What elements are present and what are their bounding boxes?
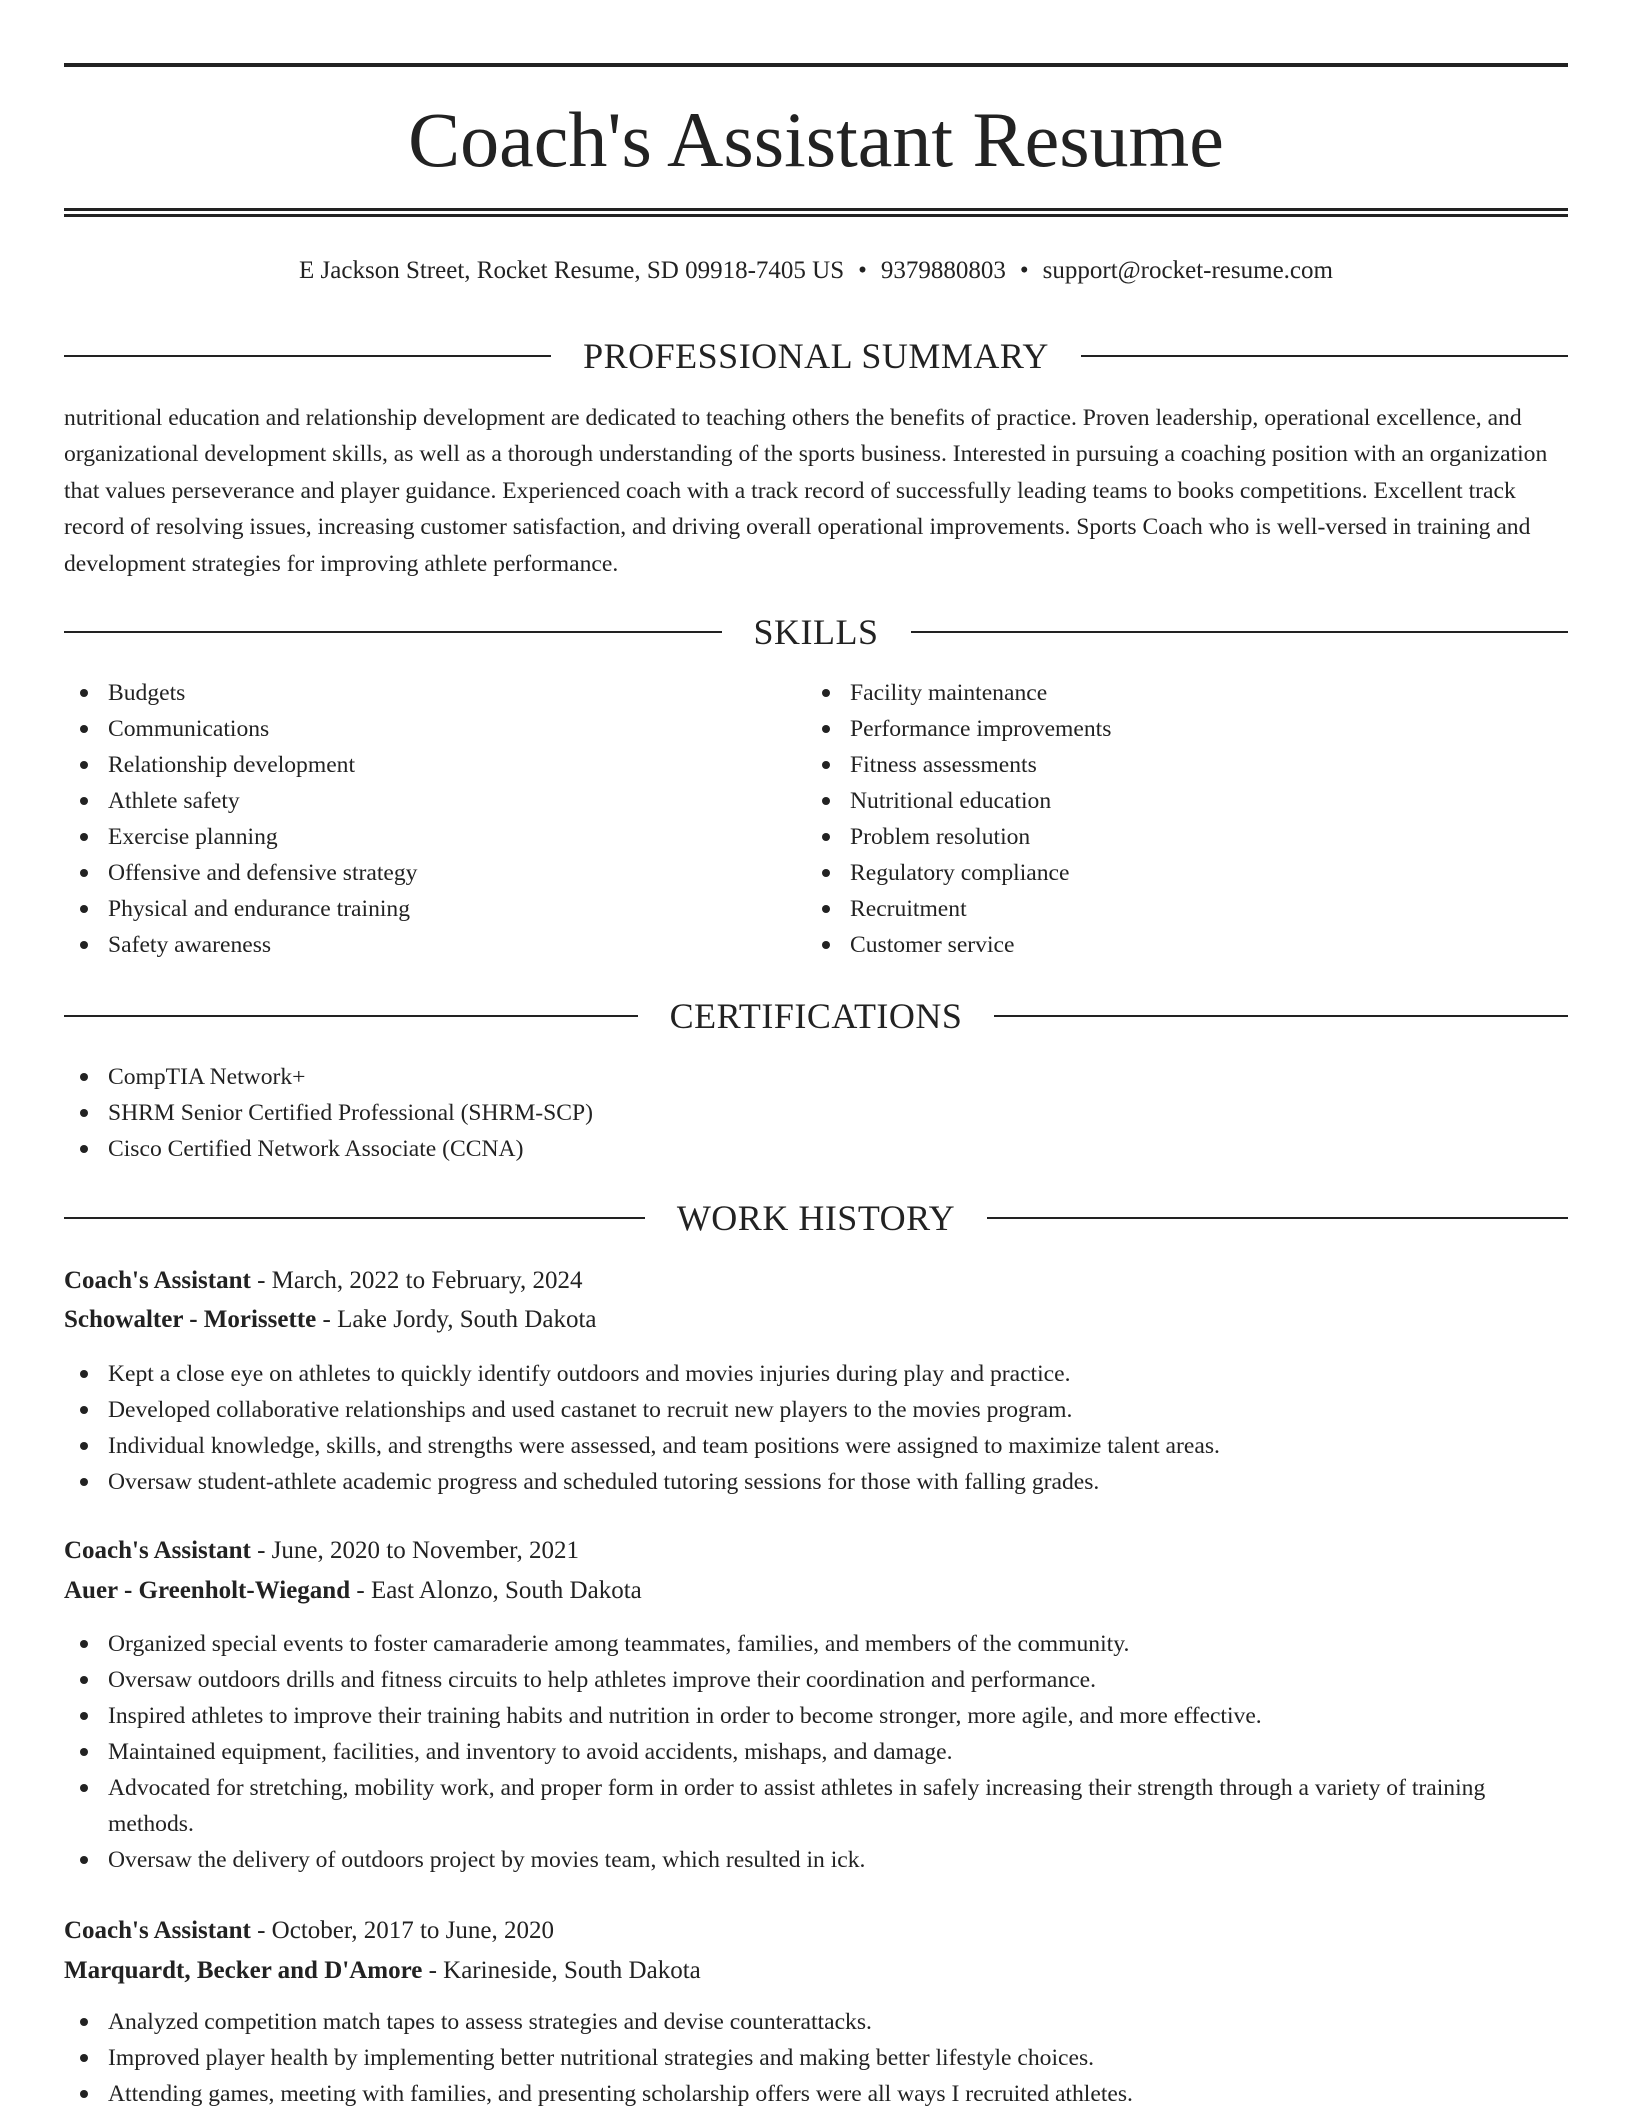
job-title: Coach's Assistant: [64, 1917, 251, 1944]
job-company: Schowalter - Morissette: [64, 1306, 317, 1333]
job-location: East Alonzo, South Dakota: [370, 1577, 642, 1604]
job-bullet: Maintained equipment, facilities, and inventory to avoid accidents, mishaps, and damage.: [64, 1734, 1568, 1770]
contact-email: support@rocket-resume.com: [1042, 257, 1333, 284]
contact-line: [64, 254, 1568, 288]
certification-item: Cisco Certified Network Associate (CCNA): [64, 1131, 1568, 1167]
job-title-line: Coach's Assistant - March, 2022 to February, 2024: [64, 1267, 583, 1294]
job-bullet: Kept a close eye on athletes to quickly identify outdoors and movies injuries during play and practice.: [64, 1356, 1568, 1392]
skill-item: Communications: [64, 711, 804, 747]
section-heading-certifications: [64, 994, 1568, 1038]
skill-item: Performance improvements: [806, 711, 1566, 747]
job-bullet: Oversaw student-athlete academic progress and scheduled tutoring sessions for those with falling grades.: [64, 1464, 1568, 1500]
job-location: Karineside, South Dakota: [443, 1957, 701, 1984]
job-company-line: Schowalter - Morissette - Lake Jordy, South Dakota: [64, 1306, 597, 1333]
summary-text: nutritional education and relationship development are dedicated to teaching others the benefits of practice. Proven leadership, operational excellence, and organizational development skills, as well as a thorough understanding of the sports business. Interested in pursuing a coaching position with an organization that values perseverance and player guidance. Experienced coach with a track record of successfully leading teams to books competitions. Excellent track record of resolving issues, increasing customer satisfaction, and driving overall operational improvements. Sports Coach who is well-versed in training and development strategies for improving athlete performance.: [64, 405, 1548, 577]
job-bullets: [64, 1356, 1568, 1500]
heading-rule: [64, 1217, 645, 1219]
job-bullet: Improved player health by implementing better nutritional strategies and making better lifestyle choices.: [64, 2040, 1568, 2076]
section-title: SKILLS: [753, 612, 879, 652]
skill-item: Offensive and defensive strategy: [64, 855, 804, 891]
skill-item: Fitness assessments: [806, 747, 1566, 783]
heading-rule: [64, 355, 551, 357]
skill-item: Problem resolution: [806, 819, 1566, 855]
skills-list-left: [64, 675, 804, 963]
job-bullet: Individual knowledge, skills, and strengths were assessed, and team positions were assigned to maximize talent areas.: [64, 1428, 1568, 1464]
job-bullet: Oversaw outdoors drills and fitness circuits to help athletes improve their coordination and performance.: [64, 1662, 1568, 1698]
skill-item: Athlete safety: [64, 783, 804, 819]
job-bullet: Developed collaborative relationships and used castanet to recruit new players to the movies program.: [64, 1392, 1568, 1428]
job-bullet: Analyzed competition match tapes to assess strategies and devise counterattacks.: [64, 2004, 1568, 2040]
skill-item: Exercise planning: [64, 819, 804, 855]
job-bullets: [64, 2004, 1568, 2112]
heading-rule: [994, 1015, 1568, 1017]
section-title: PROFESSIONAL SUMMARY: [583, 336, 1049, 376]
skills-list-right: [806, 675, 1566, 963]
section-heading-summary: [64, 334, 1568, 378]
certification-item: SHRM Senior Certified Professional (SHRM-SCP): [64, 1095, 1568, 1131]
skill-item: Safety awareness: [64, 927, 804, 963]
job-dates: October, 2017 to June, 2020: [271, 1917, 554, 1944]
certification-item: CompTIA Network+: [64, 1059, 1568, 1095]
heading-rule: [987, 1217, 1568, 1219]
skill-item: Facility maintenance: [806, 675, 1566, 711]
job-bullet: Organized special events to foster camaraderie among teammates, families, and members of the community.: [64, 1626, 1568, 1662]
section-heading-skills: [64, 610, 1568, 654]
job-title-line: Coach's Assistant - October, 2017 to June, 2020: [64, 1917, 554, 1944]
skill-item: Nutritional education: [806, 783, 1566, 819]
certifications-list: [64, 1059, 1568, 1167]
skill-item: Budgets: [64, 675, 804, 711]
job-company: Marquardt, Becker and D'Amore: [64, 1957, 423, 1984]
resume-title: Coach's Assistant Resume: [408, 96, 1224, 183]
title-double-rule: [64, 208, 1568, 217]
contact-separator: •: [858, 257, 867, 284]
contact-address: E Jackson Street, Rocket Resume, SD 09918-7405 US: [299, 257, 845, 284]
job-bullet: Advocated for stretching, mobility work, and proper form in order to assist athletes in safely increasing their strength through a variety of training methods.: [64, 1770, 1568, 1842]
heading-rule: [911, 631, 1569, 633]
job-dates: March, 2022 to February, 2024: [271, 1267, 583, 1294]
heading-rule: [64, 631, 722, 633]
job-title-line: Coach's Assistant - June, 2020 to November, 2021: [64, 1537, 579, 1564]
skill-item: Recruitment: [806, 891, 1566, 927]
job-location: Lake Jordy, South Dakota: [337, 1306, 597, 1333]
job-company-line: Marquardt, Becker and D'Amore - Karineside, South Dakota: [64, 1957, 701, 1984]
skill-item: Regulatory compliance: [806, 855, 1566, 891]
skill-item: Customer service: [806, 927, 1566, 963]
skill-item: Relationship development: [64, 747, 804, 783]
heading-rule: [1081, 355, 1568, 357]
section-heading-work-history: [64, 1196, 1568, 1240]
job-company-line: Auer - Greenholt-Wiegand - East Alonzo, South Dakota: [64, 1577, 642, 1604]
job-dates: June, 2020 to November, 2021: [271, 1537, 579, 1564]
section-title: CERTIFICATIONS: [669, 996, 963, 1036]
job-bullet: Inspired athletes to improve their training habits and nutrition in order to become stronger, more agile, and more effective.: [64, 1698, 1568, 1734]
contact-separator: •: [1019, 257, 1029, 284]
heading-rule: [64, 1015, 638, 1017]
job-title: Coach's Assistant: [64, 1267, 251, 1294]
section-title: WORK HISTORY: [676, 1198, 956, 1238]
job-bullet: Attending games, meeting with families, and presenting scholarship offers were all ways I recruited athletes.: [64, 2076, 1568, 2112]
job-company: Auer - Greenholt-Wiegand: [64, 1577, 351, 1604]
job-bullets: [64, 1626, 1568, 1878]
top-rule: [64, 63, 1568, 67]
contact-phone: 9379880803: [880, 257, 1006, 284]
job-title: Coach's Assistant: [64, 1537, 251, 1564]
job-bullet: Oversaw the delivery of outdoors project by movies team, which resulted in ick.: [64, 1842, 1568, 1878]
skill-item: Physical and endurance training: [64, 891, 804, 927]
